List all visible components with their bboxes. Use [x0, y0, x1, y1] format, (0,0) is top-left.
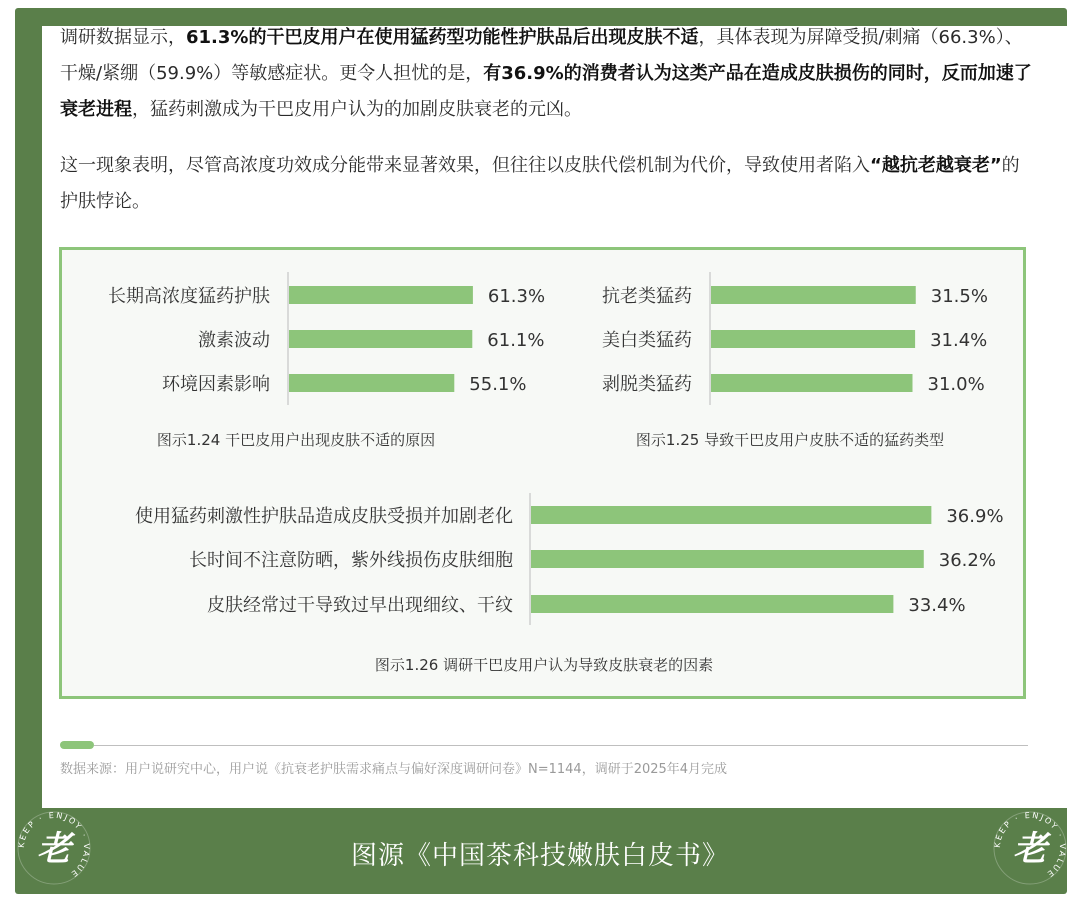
chart-1-bar [289, 374, 454, 392]
chart-3-value-label: 36.2% [938, 550, 996, 571]
chart-3-bar [531, 595, 893, 613]
chart-2-bar [711, 330, 915, 348]
chart-2-value-label: 31.4% [930, 330, 988, 351]
chart-1-title: 图示1.24 干巴皮用户出现皮肤不适的原因 [156, 431, 436, 449]
footer-caption: 图源《中国茶科技嫩肤白皮书》 [350, 841, 729, 871]
chart-1-bar [289, 286, 473, 304]
logo-mark: 老 [1013, 829, 1047, 869]
chart-3-bar [531, 550, 924, 568]
chart-2-value-label: 31.5% [930, 286, 988, 307]
logo-ring-text: KEEP · ENJOY · VALUE [992, 810, 1068, 880]
chart-1-category-label: 环境因素影响 [162, 374, 270, 395]
chart-2-category-label: 抗老类猛药 [602, 286, 692, 307]
intro-paragraph-1: 调研数据显示，61.3%的干巴皮用户在使用猛药型功能性护肤品后出现皮肤不适，具体表现为屏障受损/刺痛（66.3%）、干燥/紧绷（59.9%）等敏感症状。更令人担忧的是，有36.9%的消费者认为这类产品在造成皮肤损伤的同时，反而加速了衰老进程，猛药刺激成为干巴皮用户认为的加剧皮肤衰老的元凶。 [60, 27, 1032, 120]
brand-logo-right [990, 808, 1070, 888]
chart-1-value-label: 61.3% [487, 286, 546, 307]
divider-line [94, 745, 1028, 746]
chart-1-value-label: 55.1% [469, 374, 527, 395]
chart-2-value-label: 31.0% [927, 374, 985, 395]
chart-3-category-label: 使用猛药刺激性护肤品造成皮肤受损并加剧老化 [135, 506, 513, 527]
chart-3-value-label: 36.9% [946, 506, 1004, 527]
data-source-note: 数据来源：用户说研究中心，用户说《抗衰老护肤需求痛点与偏好深度调研问卷》N=1144，调研于2025年4月完成 [60, 762, 728, 777]
chart-3-category-label: 长时间不注意防晒，紫外线损伤皮肤细胞 [189, 550, 513, 571]
brand-logo-left [14, 808, 94, 888]
divider-dot [60, 741, 94, 749]
logo-ring-text: KEEP · ENJOY · VALUE [16, 810, 92, 880]
chart-2-category-label: 美白类猛药 [602, 330, 692, 351]
chart-2-title: 图示1.25 导致干巴皮用户皮肤不适的猛药类型 [635, 431, 945, 449]
chart-3-category-label: 皮肤经常过干导致过早出现细纹、干纹 [207, 595, 513, 616]
intro-paragraph-2: 这一现象表明，尽管高浓度功效成分能带来显著效果，但往往以皮肤代偿机制为代价，导致使用者陷入“越抗老越衰老”的护肤悖论。 [60, 155, 1020, 212]
chart-2-bar [711, 374, 913, 392]
logo-mark: 老 [37, 829, 71, 869]
chart-1-value-label: 61.1% [487, 330, 545, 351]
chart-1-bar [289, 330, 472, 348]
chart-3-bar [531, 506, 931, 524]
chart-2-category-label: 剥脱类猛药 [602, 374, 692, 395]
chart-1-category-label: 激素波动 [198, 330, 270, 351]
chart-1-category-label: 长期高浓度猛药护肤 [108, 286, 270, 307]
chart-3-value-label: 33.4% [908, 595, 966, 616]
chart-3-title: 图示1.26 调研干巴皮用户认为导致皮肤衰老的因素 [374, 656, 714, 674]
chart-2-bar [711, 286, 916, 304]
